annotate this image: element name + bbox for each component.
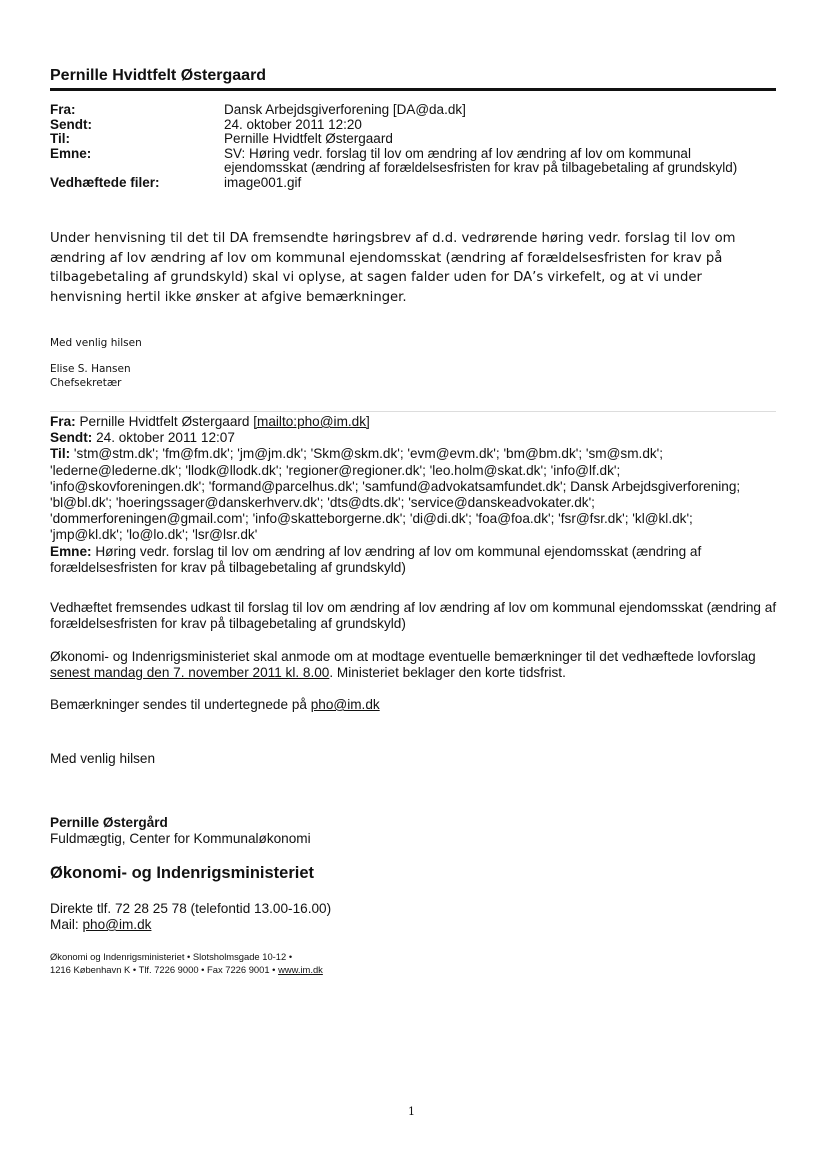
body-paragraph-contact xyxy=(50,697,780,713)
body-paragraph-request xyxy=(50,649,790,682)
header-row-to xyxy=(50,132,780,147)
fwd-to-line xyxy=(50,446,778,462)
header-row-sent xyxy=(50,118,780,133)
fwd-to-recipients: 'stm@stm.dk'; 'fm@fm.dk'; 'jm@jm.dk'; 'Skm@skm.dk'; 'evm@evm.dk'; 'bm@bm.dk'; 'sm@sm.dk'; xyxy=(73,446,664,462)
website-link[interactable]: www.im.dk xyxy=(278,964,323,976)
ministry-name: Økonomi- og Indenrigsministeriet xyxy=(50,864,315,882)
page-number: 1 xyxy=(408,1105,415,1118)
fwd-to-recipients: 'info@skovforeningen.dk'; 'formand@parcelhus.dk'; 'samfund@advokatsamfundet.dk'; Dansk Arbejdsgiverforening; xyxy=(50,478,741,494)
header-label: Vedhæftede filer: xyxy=(50,174,160,190)
header-row-subject xyxy=(50,147,780,176)
header-value: 24. oktober 2011 12:20 xyxy=(224,116,362,132)
fwd-to-recipients: 'lederne@lederne.dk'; 'llodk@llodk.dk'; 'regioner@regioner.dk'; 'leo.holm@skat.dk'; 'info@lf.dk'; xyxy=(50,462,621,478)
mail-line xyxy=(50,917,780,933)
sender-name: Pernille Østergård xyxy=(50,815,168,830)
fwd-to-recipients: 'dommerforeningen@gmail.com'; 'info@skatteborgerne.dk'; 'di@di.dk'; 'foa@foa.dk'; 'fsr@fsr.dk'; 'kl@kl.dk'; xyxy=(50,511,693,527)
request-text-end: . Ministeriet beklager den korte tidsfrist. xyxy=(329,665,566,681)
body-paragraph-attachment: Vedhæftet fremsendes udkast til forslag til lov om ændring af lov ændring af lov om kommunal ejendomsskat (ændring af forældelsesfristen for krav på tilbagebetaling af grundskyld) xyxy=(50,600,777,632)
divider xyxy=(50,411,776,412)
header-value: Pernille Hvidtfelt Østergaard xyxy=(224,131,393,147)
fwd-subject-value: Høring vedr. forslag til lov om ændring af lov ændring af lov om kommunal ejendomsskat (ændring af xyxy=(95,543,702,559)
header-value: Dansk Arbejdsgiverforening [DA@da.dk] xyxy=(224,102,466,117)
phone-line: Direkte tlf. 72 28 25 78 (telefontid 13.00-16.00) xyxy=(50,901,332,916)
fwd-subject-label: Emne: xyxy=(50,543,92,559)
reply-sender-title: Chefsekretær xyxy=(50,377,122,389)
address-line-text: 1216 København K • Tlf. 7226 9000 • Fax 7226 9001 • xyxy=(50,964,279,976)
fwd-sent-line xyxy=(50,430,778,446)
mail-link[interactable]: pho@im.dk xyxy=(82,917,152,932)
closing: Med venlig hilsen xyxy=(50,751,156,766)
reply-sender-name: Elise S. Hansen xyxy=(50,363,131,375)
fwd-sent-label: Sendt: xyxy=(50,430,93,446)
fwd-subject-value: forældelsesfristen for krav på tilbagebetaling af grundskyld) xyxy=(50,559,406,575)
header-row-attachments xyxy=(50,176,780,191)
sender-title: Fuldmægtig, Center for Kommunaløkonomi xyxy=(50,831,311,846)
header-label: Fra: xyxy=(50,102,76,117)
reply-closing: Med venlig hilsen xyxy=(50,337,142,349)
attachment-filename[interactable]: image001.gif xyxy=(224,174,302,190)
ministry-address xyxy=(50,950,323,977)
request-text: Økonomi- og Indenrigsministeriet skal anmode om at modtage eventuelle bemærkninger til det vedhæftede lovforslag xyxy=(50,649,756,664)
header-value: SV: Høring vedr. forslag til lov om ændring af lov ændring af lov om kommunal ejendomsskat (ændring af forældelsesfristen for krav på tilbagebetaling af grundskyld) xyxy=(224,145,738,176)
header-label: Sendt: xyxy=(50,116,92,132)
contact-email-link[interactable]: pho@im.dk xyxy=(310,697,380,712)
address-line xyxy=(50,963,323,976)
fwd-sent-value: 24. oktober 2011 12:07 xyxy=(96,430,235,446)
fwd-from-value: Pernille Hvidtfelt Østergaard xyxy=(79,414,250,429)
header-label: Emne: xyxy=(50,145,92,161)
email-header xyxy=(50,103,780,191)
deadline-text: senest mandag den 7. november 2011 kl. 8.00 xyxy=(50,665,330,681)
header-row-from xyxy=(50,103,780,118)
header-label: Til: xyxy=(50,131,70,147)
reply-body: Under henvisning til det til DA fremsendte høringsbrev af d.d. vedrørende høring vedr. forslag til lov om ændring af lov ændring af lov om kommunal ejendomsskat (ændring af forældelsesfristen for krav på tilbagebetaling af grundskyld) skal vi oplyse, at sagen falder uden for DA’s virkefelt, og at vi under henvisning hertil ikke ønsker at afgive bemærkninger. xyxy=(50,231,736,305)
mail-label: Mail: xyxy=(50,917,83,932)
fwd-from-line xyxy=(50,414,778,430)
fwd-to-recipients: 'bl@bl.dk'; 'hoeringssager@danskerhverv.dk'; 'dts@dts.dk'; 'service@danskeadvokater.dk'; xyxy=(50,495,595,511)
fwd-subject-line xyxy=(50,544,778,560)
address-line: Økonomi og Indenrigsministeriet • Slotsholmsgade 10-12 • xyxy=(50,951,293,962)
fwd-from-mailto-link[interactable]: [mailto:pho@im.dk] xyxy=(253,414,370,429)
fwd-to-label: Til: xyxy=(50,446,71,462)
fwd-from-label: Fra: xyxy=(50,414,76,429)
fwd-to-recipients: 'jmp@kl.dk'; 'lo@lo.dk'; 'lsr@lsr.dk' xyxy=(50,527,258,543)
mailbox-owner-name: Pernille Hvidtfelt Østergaard xyxy=(50,66,776,91)
contact-text: Bemærkninger sendes til undertegnede på xyxy=(50,697,311,712)
forwarded-header xyxy=(50,414,778,576)
